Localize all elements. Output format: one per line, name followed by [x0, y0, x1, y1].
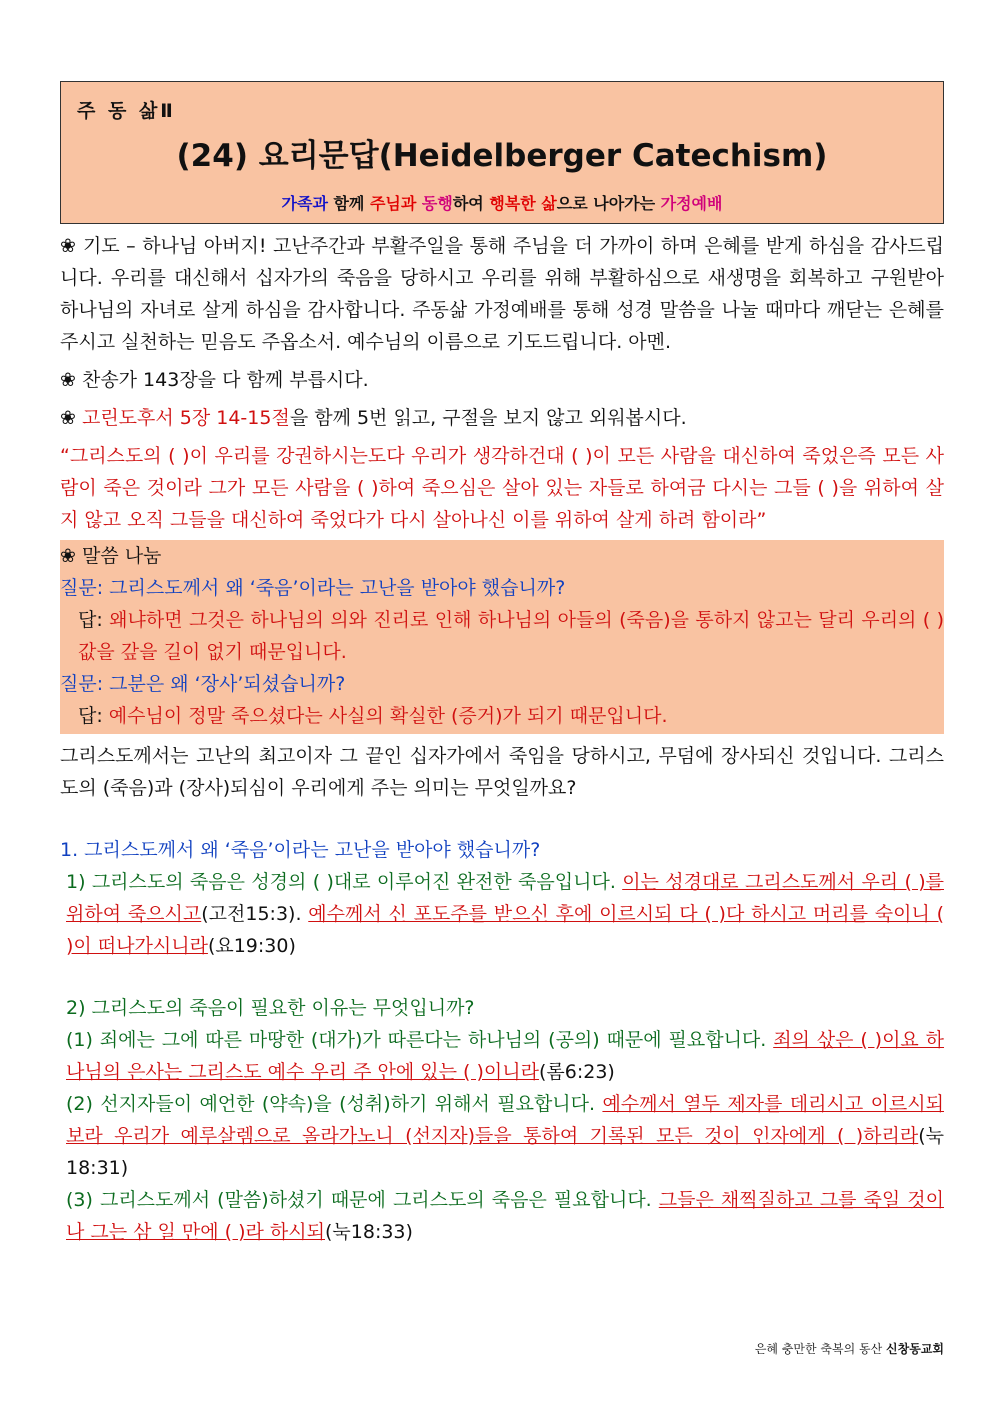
- reason-1: [60, 1024, 944, 1088]
- answer-text: 예수님이 정말 죽으셨다는 사실의 확실한 (증거)가 되기 때문입니다.: [108, 705, 668, 727]
- section-1-heading: 1. 그리스도께서 왜 ‘죽음’이라는 고난을 받아야 했습니까?: [60, 839, 541, 861]
- tagline: [61, 191, 943, 214]
- tagline-part: 하여: [452, 194, 490, 213]
- footer-text: 은혜 충만한 축복의 동산: [754, 1342, 887, 1356]
- question-2: 질문: 그분은 왜 ‘장사’되셨습니까?: [60, 673, 346, 695]
- intro-paragraph: 그리스도께서는 고난의 최고이자 그 끝인 십자가에서 죽임을 당하시고, 무덤에 장사되신 것입니다. 그리스도의 (죽음)과 (장사)되심이 우리에게 주는 의미는 무엇일까요?: [60, 745, 944, 799]
- hymn-line: ❀ 찬송가 143장을 다 함께 부릅시다.: [60, 369, 369, 391]
- tagline-part: 가정예배: [660, 194, 723, 213]
- question-1: 질문: 그리스도께서 왜 ‘죽음’이라는 고난을 받아야 했습니까?: [60, 577, 566, 599]
- reason-text: (1) 죄에는 그에 따른 마땅한 (대가)가 따른다는 하나님의 (공의) 때문에 필요합니다.: [66, 1029, 774, 1051]
- section-1-point-2: 2) 그리스도의 죽음이 필요한 이유는 무엇입니까?: [66, 997, 475, 1019]
- reason-3: [60, 1184, 944, 1248]
- scripture-quote: 그들은 채찍질하고 그를 죽일 것이나 그는 삼 일 만에 ( )라 하시되: [66, 1189, 944, 1243]
- reading-suffix: 을 함께 5번 읽고, 구절을 보지 않고 외워봅시다.: [289, 407, 687, 429]
- tagline-part: 으로 나아가는: [556, 194, 661, 213]
- reason-text: (2) 선지자들이 예언한 (약속)을 (성취)하기 위해서 필요합니다.: [66, 1093, 603, 1115]
- memory-verse: “그리스도의 ( )이 우리를 강권하시는도다 우리가 생각하건대 ( )이 모든 사람을 대신하여 죽었은즉 모든 사람이 죽은 것이라 그가 모든 사람을 ( )하여 죽으심은 살아 있는 자들로 하여금 다시는 그들 ( )을 위하여 살지 않고 오직 그들을 대신하여 죽었다가 다시 살아나신 이를 위하여 살게 하려 함이라”: [60, 445, 944, 531]
- scripture-quote: 예수께서 열두 제자를 데리시고 이르시되 보라 우리가 예루살렘으로 올라가노니 (선지자)들을 통하여 기록된 모든 것이 인자에게 ( )하리라: [66, 1093, 944, 1147]
- reason-2: [60, 1088, 944, 1184]
- scripture-quote: 예수께서 신 포도주를 받으신 후에 이르시되 다 ( )다 하시고 머리를 숙이니 ( )이 떠나가시니라: [66, 903, 944, 957]
- answer-2: [60, 700, 944, 732]
- reading-reference: 고린도후서 5장 14-15절: [81, 407, 290, 429]
- tagline-part: 삶: [541, 194, 557, 213]
- page-title: (24) 요리문답(Heidelberger Catechism): [176, 138, 828, 174]
- scripture-ref: (눅18:33): [325, 1221, 413, 1243]
- footer: [755, 1340, 944, 1357]
- answer-text: 왜냐하면 그것은 하나님의 의와 진리로 인해 하나님의 아들의 (죽음)을 통하지 않고는 달리 우리의 ( ) 값을 갚을 길이 없기 때문입니다.: [78, 609, 945, 663]
- scripture-ref: (롬6:23): [538, 1061, 615, 1083]
- header-box: [60, 81, 944, 224]
- scripture-ref: (고전15:3).: [201, 903, 309, 925]
- tagline-part: 가족과: [281, 194, 328, 213]
- tagline-part: 주님과: [369, 194, 417, 213]
- tagline-part: 동행: [421, 194, 453, 213]
- answer-1: [60, 604, 944, 668]
- prayer-paragraph: ❀ 기도 – 하나님 아버지! 고난주간과 부활주일을 통해 주님을 더 가까이 하며 은혜를 받게 하심을 감사드립니다. 우리를 대신해서 십자가의 죽음을 당하시고 우리를 위해 부활하심으로 새생명을 회복하고 구원받아 하나님의 자녀로 살게 하심을 감사합니다. 주동삶 가정예배를 통해 성경 말씀을 나눌 때마다 깨닫는 은혜를 주시고 실천하는 믿음도 주옵소서. 예수님의 이름으로 기도드립니다. 아멘.: [60, 235, 944, 353]
- reading-prefix: ❀: [60, 407, 82, 429]
- scripture-quote: 이는 성경대로 그리스도께서 우리 ( )를 위하여 죽으시고: [66, 871, 944, 925]
- point-text: 1) 그리스도의 죽음은 성경의 ( )대로 이루어진 완전한 죽음입니다.: [66, 871, 623, 893]
- church-name: 신창동교회: [886, 1342, 944, 1356]
- scripture-ref: (요19:30): [207, 935, 296, 957]
- sharing-box: [60, 540, 944, 734]
- tagline-part: 행복한: [489, 194, 536, 213]
- section-1-point-1: [60, 866, 944, 962]
- answer-label: 답:: [78, 705, 109, 727]
- worksheet-page: [60, 81, 944, 1248]
- reading-line: [60, 402, 944, 434]
- sharing-heading: ❀ 말씀 나눔: [60, 545, 162, 567]
- series-label: 주 동 삶Ⅱ: [77, 100, 176, 122]
- scripture-quote: 죄의 삯은 ( )이요 하나님의 은사는 그리스도 예수 우리 주 안에 있는 ( )이니라: [66, 1029, 945, 1083]
- answer-label: 답:: [78, 609, 110, 631]
- scripture-ref: (눅18:31): [66, 1125, 944, 1179]
- tagline-part: 함께: [327, 194, 370, 213]
- reason-text: (3) 그리스도께서 (말씀)하셨기 때문에 그리스도의 죽음은 필요합니다.: [66, 1189, 659, 1211]
